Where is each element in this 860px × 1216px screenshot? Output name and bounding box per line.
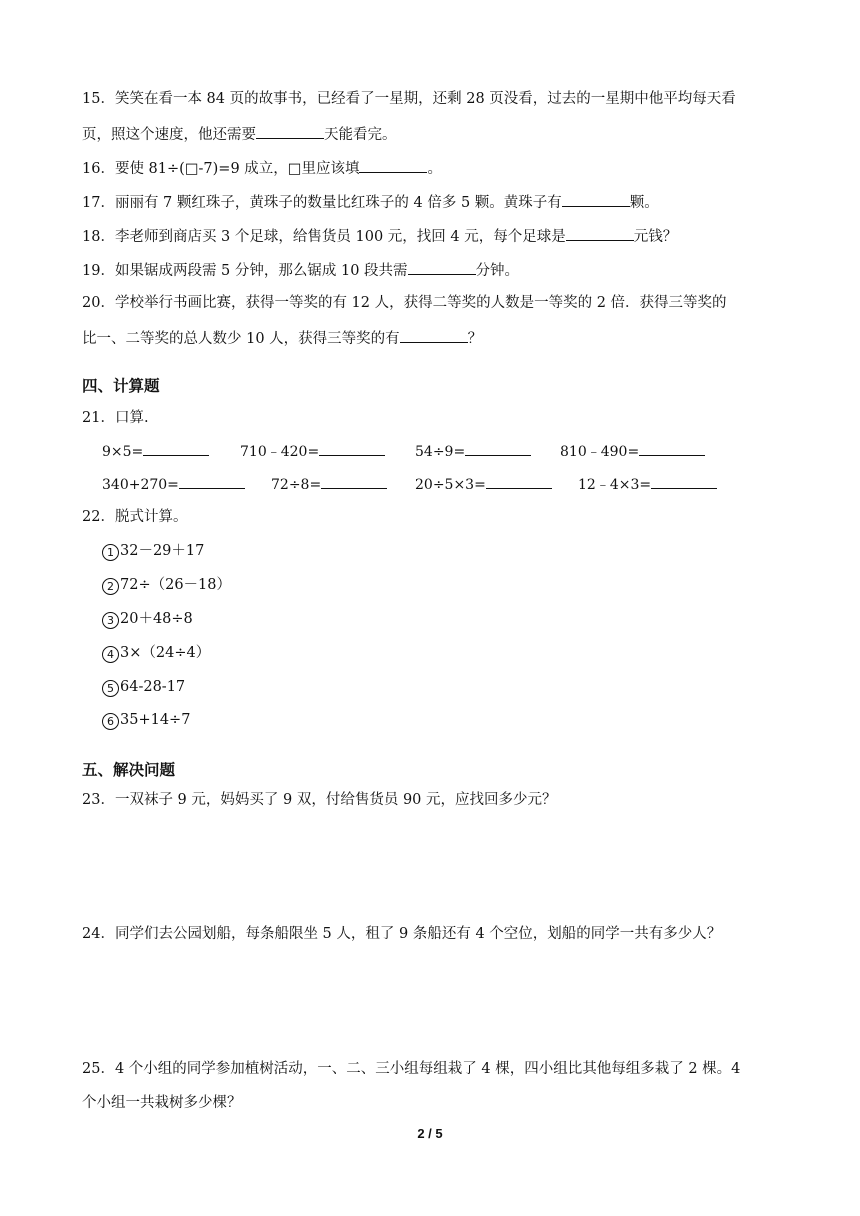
oral-calc-item: 9×5=: [102, 444, 144, 460]
question-20-line-2: [82, 327, 482, 349]
question-20-line-1: [82, 293, 727, 313]
question-15-text-pre: 页，照这个速度，他还需要: [82, 127, 256, 143]
circled-number-1: 1: [102, 544, 119, 561]
question-19-text-pre: 19．如果锯成两段需 5 分钟，那么锯成 10 段共需: [82, 263, 408, 279]
step-calc-item-5: [102, 677, 185, 697]
answer-area-23[interactable]: [82, 815, 782, 915]
question-21-title: 21．口算.: [82, 410, 149, 426]
step-calc-item-4: [102, 643, 210, 663]
question-15-line-2: [82, 123, 397, 145]
question-15-text: 15．笑笑在看一本 84 页的故事书，已经看了一星期，还剩 28 页没看，过去的一星期中他平均每天看: [82, 91, 736, 107]
question-20-text-post: ？: [467, 331, 483, 347]
section-4-heading: 四、计算题: [82, 377, 160, 395]
step-calc-expression: 20＋48÷8: [120, 611, 193, 627]
circled-number-4: 4: [102, 646, 119, 663]
question-17-text-post: 颗。: [629, 195, 659, 211]
question-25-line-1: 25．4 个小组的同学参加植树活动，一、二、三小组每组栽了 4 棵，四小组比其他每组多栽了 2 棵。4: [82, 1061, 741, 1077]
step-calc-item-1: [102, 541, 204, 561]
page-number: 2 / 5: [417, 1126, 443, 1141]
answer-blank-15[interactable]: [256, 123, 324, 139]
step-calc-expression: 3×（24÷4）: [120, 645, 211, 661]
answer-blank-oral[interactable]: [465, 440, 531, 456]
answer-blank-18[interactable]: [566, 225, 634, 241]
answer-blank-oral[interactable]: [143, 440, 209, 456]
answer-blank-oral[interactable]: [319, 440, 385, 456]
step-calc-expression: 35+14÷7: [120, 712, 191, 728]
question-22-title: 22．脱式计算。: [82, 509, 188, 525]
oral-calc-item: 810﹣490=: [560, 444, 640, 460]
circled-number-3: 3: [102, 612, 119, 629]
question-19: [82, 259, 519, 281]
step-calc-item-3: [102, 609, 193, 629]
question-17: [82, 191, 659, 213]
question-15-line-1: [82, 89, 736, 109]
question-18-text-post: 元钱？: [633, 229, 678, 245]
circled-number-5: 5: [102, 680, 119, 697]
oral-calc-item: 340+270=: [102, 477, 179, 493]
answer-blank-oral[interactable]: [321, 473, 387, 489]
question-18: [82, 225, 677, 247]
step-calc-item-6: [102, 710, 190, 730]
question-20-text: 20．学校举行书画比赛，获得一等奖的有 12 人，获得二等奖的人数是一等奖的 2 倍．获得三等奖的: [82, 295, 727, 311]
step-calc-expression: 72÷（26－18）: [120, 577, 232, 593]
answer-area-24[interactable]: [82, 950, 782, 1050]
answer-blank-oral[interactable]: [651, 473, 717, 489]
step-calc-expression: 64-28-17: [120, 679, 186, 695]
question-18-text-pre: 18．李老师到商店买 3 个足球，给售货员 100 元，找回 4 元，每个足球是: [82, 229, 566, 245]
circled-number-6: 6: [102, 713, 119, 730]
question-24: 24．同学们去公园划船，每条船限坐 5 人，租了 9 条船还有 4 个空位，划船的同学一共有多少人？: [82, 926, 722, 942]
oral-calc-item: 72÷8=: [271, 477, 322, 493]
step-calc-item-2: [102, 575, 231, 595]
question-17-text-pre: 17．丽丽有 7 颗红珠子，黄珠子的数量比红珠子的 4 倍多 5 颗。黄珠子有: [82, 195, 562, 211]
question-23: 23．一双袜子 9 元，妈妈买了 9 双，付给售货员 90 元，应找回多少元？: [82, 792, 557, 808]
oral-calc-item: 710﹣420=: [240, 444, 320, 460]
question-19-text-post: 分钟。: [475, 263, 520, 279]
question-16: [82, 157, 442, 179]
question-25-line-2: 个小组一共栽树多少棵？: [82, 1095, 242, 1111]
answer-blank-17[interactable]: [562, 191, 630, 207]
oral-calc-item: 54÷9=: [415, 444, 466, 460]
question-15-text-post: 天能看完。: [324, 127, 397, 143]
answer-blank-19[interactable]: [408, 259, 476, 275]
step-calc-expression: 32－29＋17: [120, 543, 205, 559]
answer-blank-oral[interactable]: [639, 440, 705, 456]
answer-blank-oral[interactable]: [179, 473, 245, 489]
answer-blank-oral[interactable]: [486, 473, 552, 489]
question-20-text-pre: 比一、二等奖的总人数少 10 人，获得三等奖的有: [82, 331, 400, 347]
section-5-heading: 五、解决问题: [82, 761, 176, 779]
question-16-text-post: 。: [427, 161, 442, 177]
answer-blank-20[interactable]: [400, 327, 468, 343]
answer-blank-16[interactable]: [359, 157, 427, 173]
circled-number-2: 2: [102, 578, 119, 595]
oral-calc-item: 20÷5×3=: [415, 477, 486, 493]
oral-calc-item: 12﹣4×3=: [578, 477, 652, 493]
question-16-text-pre: 16．要使 81÷(□-7)=9 成立，□里应该填: [82, 161, 360, 177]
